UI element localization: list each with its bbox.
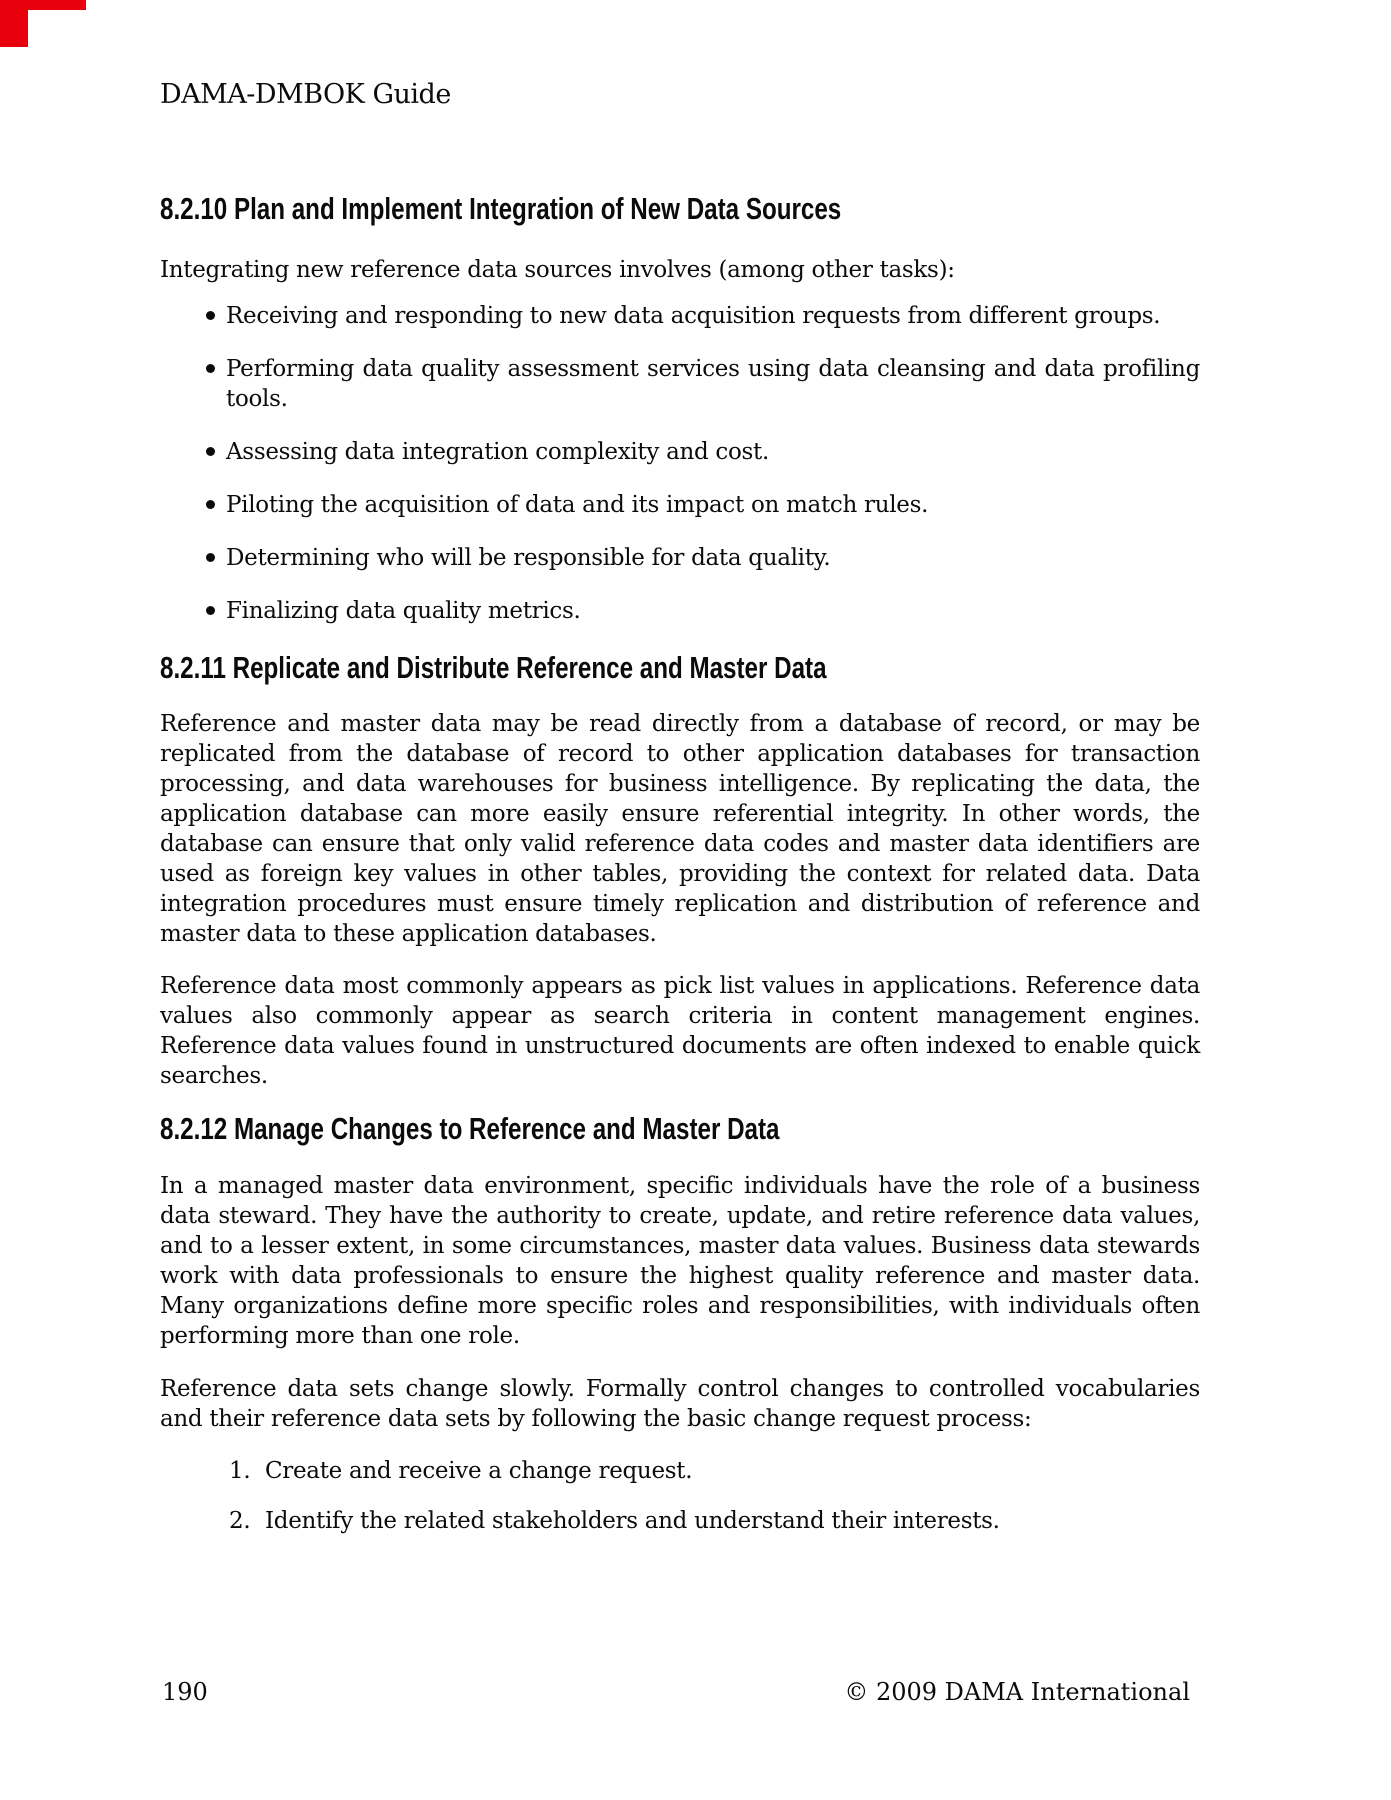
scan-artifact-mark-horizontal [0,0,86,10]
paragraph: In a managed master data environment, specific individuals have the role of a business data steward. They have the authority to create, update, and retire reference data values, and to a lesser extent, in some circumstances, master data values. Business data stewards work with data professionals to ensure the highest quality reference and master data. Many organizations define more specific roles and responsibilities, with individuals often performing more than one role. [160,1173,1200,1349]
bullet-icon [206,447,215,456]
bullet-icon [206,311,215,320]
list-item: 1. Create and receive a change request. [229,1458,693,1484]
paragraph: Reference data sets change slowly. Formally control changes to controlled vocabularies and their reference data sets by following the basic change request process: [160,1376,1200,1432]
bullet-icon [206,553,215,562]
section-heading-8-2-11: 8.2.11 Replicate and Distribute Reference and Master Data [160,650,827,685]
list-item: Determining who will be responsible for data quality. [160,543,1200,573]
page-content [160,0,1200,1536]
bullet-icon [206,364,215,373]
bullet-icon [206,606,215,615]
list-number: 2. [229,1508,251,1534]
list-item: Finalizing data quality metrics. [160,596,1200,626]
list-item: 2. Identify the related stakeholders and understand their interests. [229,1508,1000,1534]
numbered-list [160,1456,1200,1536]
list-item: Assessing data integration complexity and cost. [160,437,1200,467]
paragraph: Reference and master data may be read directly from a database of record, or may be replicated from the database of record to other application databases for transaction processing, and data warehouses for business intelligence. By replicating the data, the application database can more easily ensure referential integrity. In other words, the database can ensure that only valid reference data codes and master data identifiers are used as foreign key values in other tables, providing the context for related data. Data integration procedures must ensure timely replication and distribution of reference and master data to these application databases. [160,711,1200,947]
paragraph-intro: Integrating new reference data sources involves (among other tasks): [160,257,955,283]
list-item: Receiving and responding to new data acquisition requests from different groups. [160,301,1200,331]
bullet-list [160,301,1200,626]
list-number: 1. [229,1458,251,1484]
paragraph: Reference data most commonly appears as pick list values in applications. Reference data values also commonly appear as search criteria in content management engines. Reference data values found in unstructured documents are often indexed to enable quick searches. [160,973,1200,1089]
page-number: 190 [162,1678,208,1706]
copyright-notice: © 2009 DAMA International [844,1678,1190,1706]
bullet-icon [206,500,215,509]
section-heading-8-2-10: 8.2.10 Plan and Implement Integration of New Data Sources [160,191,842,226]
page-footer [162,1678,1190,1706]
list-item: Piloting the acquisition of data and its impact on match rules. [160,490,1200,520]
list-item: Performing data quality assessment services using data cleansing and data profiling tools. [160,354,1200,414]
section-heading-8-2-12: 8.2.12 Manage Changes to Reference and Master Data [160,1111,780,1146]
running-header: DAMA-DMBOK Guide [160,79,451,110]
